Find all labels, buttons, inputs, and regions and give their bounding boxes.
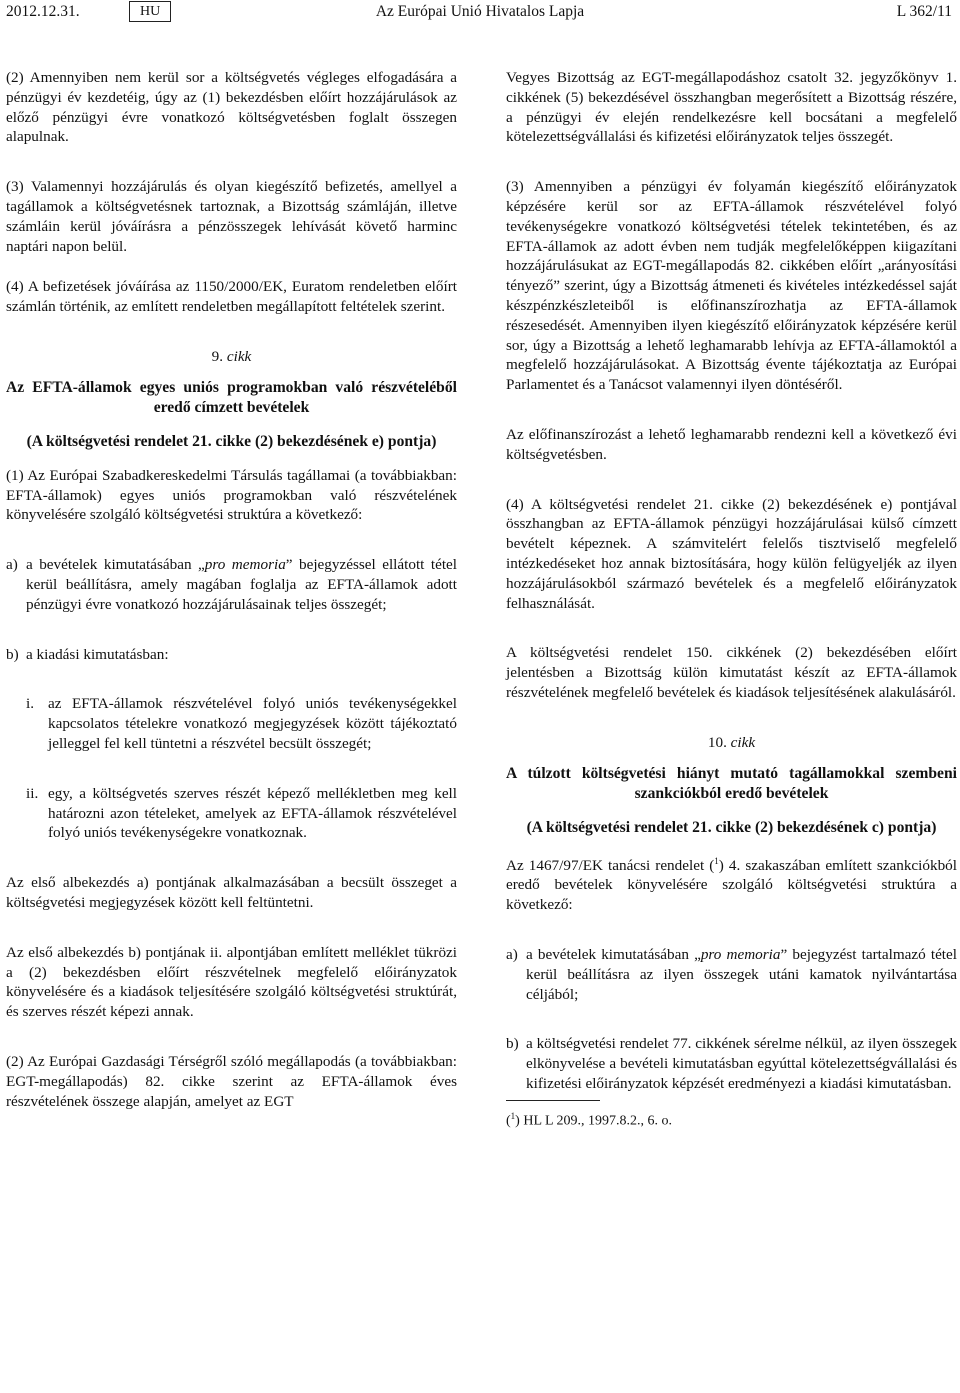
footnote xyxy=(506,1107,957,1131)
paragraph-8-2: (2) Amennyiben nem kerül sor a költségvetés végleges elfogadására a pénzügyi év kezdetéig, úgy az (1) bekezdésben előírt hozzájárulások az előző pénzügyi évre vonatkozó költségvetésben foglalt összegen alapulnak. xyxy=(6,69,457,146)
list-subitem-i xyxy=(6,694,457,753)
article-9-reference: (A költségvetési rendelet 21. cikke (2) bekezdésének e) pontja) xyxy=(26,432,437,450)
article-10-number xyxy=(506,733,957,753)
list-text: egy, a költségvetés szerves részét képező mellékletben meg kell határozni azon tételeket, amelyek az EFTA-államok részvételével folyó uniós tevékenységekre vonatkoznak. xyxy=(48,784,457,842)
list-text-post: ” bejegyzést tartalmazó tétel kerül beállításra az ilyen összegek utáni kamatok nyilvántartása céljából; xyxy=(526,945,957,1003)
list-label: i. xyxy=(26,695,35,713)
paragraph-report-150: A költségvetési rendelet 150. cikkének (2) bekezdésében előírt jelentésben a Bizottság külön kimutatást készít az EFTA-államok részvételének megfelelő bevételek és kiadások teljesítésének alakulásáról. xyxy=(506,644,957,701)
right-column xyxy=(506,68,957,1130)
paragraph-9-4: (4) A költségvetési rendelet 21. cikke (2) bekezdésének e) pontjával összhangban az EFTA-államok pénzügyi hozzájárulásai külső címzett bevételt képeznek. A számvitelért felelős tisztviselő megfelelő intézkedéseket hoz annak biztosítására, hogy külön felügyeljék az ilyen hozzájárulásokból származó bevételek és a megfelelő előirányzatok felhasználását. xyxy=(506,495,957,612)
paragraph-8-3: (3) Valamennyi hozzájárulás és olyan kiegészítő befizetés, amellyel a tagállamok a költségvetésnek tartoznak, a Bizottság számláján, illetve számláin kerül jóváírásra a pénzösszegek lehívását követő harminc naptári napon belül. xyxy=(6,178,457,255)
article-number: 9. xyxy=(211,347,224,365)
list-text-italic: pro memoria xyxy=(700,945,781,963)
article-10-title: A túlzott költségvetési hiányt mutató tagállamokkal szembeni szankciókból eredő bevételek xyxy=(506,764,957,802)
paragraph-first-a: Az első albekezdés a) pontjának alkalmazásában a becsült összeget a költségvetési megjegyzések között kell feltüntetni. xyxy=(6,874,457,911)
text-post: ) 4. szakaszában említett szankciókból eredő bevételek könyvelésére szolgáló költségvetési struktúra a következő: xyxy=(506,856,957,914)
list-item-a xyxy=(506,945,957,1004)
list-item-a xyxy=(6,555,457,614)
article-9-number xyxy=(6,347,457,367)
list-label: b) xyxy=(506,1035,519,1053)
paragraph-10-intro xyxy=(506,852,957,915)
language-badge: HU xyxy=(129,1,171,22)
paragraph-9-1: (1) Az Európai Szabadkereskedelmi Társulás tagállamai (a továbbiakban: EFTA-államok) egyes uniós programokban való részvételének könyvelésére szolgáló költségvetési struktúra a következő: xyxy=(6,466,457,524)
list-label: b) xyxy=(6,645,19,663)
paragraph-prefinancing: Az előfinanszírozást a lehető leghamarabb rendezni kell a következő évi költségvetésben. xyxy=(506,425,957,463)
article-10-reference: (A költségvetési rendelet 21. cikke (2) bekezdésének c) pontja) xyxy=(526,818,937,836)
list-label: ii. xyxy=(26,784,39,802)
list-text-pre: a bevételek kimutatásában „ xyxy=(526,945,701,963)
footnote-number: 1 xyxy=(510,1110,516,1121)
list-label: a) xyxy=(6,556,18,574)
header-date: 2012.12.31. xyxy=(6,3,80,20)
footnote-text: ) HL L 209., 1997.8.2., 6. o. xyxy=(515,1113,673,1129)
paragraph-9-2-continued: Vegyes Bizottság az EGT-megállapodáshoz csatolt 32. jegyzőkönyv 1. cikkének (5) bekezdésével összhangban megerősített a Bizottság részére, a pénzügyi év elején rendelkezésre kell bocsátani a megfelelő kötelezettségvállalási és kifizetési előirányzatok teljes összegét. xyxy=(506,69,957,146)
text-pre: Az 1467/97/EK tanácsi rendelet ( xyxy=(506,856,715,874)
footnote-ref[interactable]: 1 xyxy=(714,855,719,866)
journal-title: Az Európai Unió Hivatalos Lapja xyxy=(375,3,585,20)
page-header xyxy=(0,0,960,30)
paragraph-9-3: (3) Amennyiben a pénzügyi év folyamán kiegészítő előirányzatok képzésére kerül sor az EFTA-államok részvételével folyó tevékenységekre vonatkozó költségvetési tételek tekintetében, és az EFTA-államok az adott évben nem tudják megfelelőképpen kiigazítani hozzájárulásukat az EGT-megállapodás 82. cikkében előírt „arányosítási tényező” szerint, úgy a Bizottság átmeneti és kivételes intézkedéssel saját készpénzkészleteiből is előfinanszírozhatja az EFTA-államok részesedését. Amennyiben ilyen kiegészítő előirányzatok képzésére kerül sor, úgy a Bizottság a lehető leghamarabb lehívja az EFTA-államoktól a megfelelő hozzájárulásokat. A Bizottság évente tájékoztatja az Európai Parlamentet és a Tanácsot valamennyi ilyen döntéséről. xyxy=(506,178,957,394)
article-word: cikk xyxy=(226,347,252,365)
list-subitem-ii xyxy=(6,784,457,843)
list-item-b xyxy=(6,645,457,665)
list-text-post: ” bejegyzéssel ellátott tétel kerül beállításra, amely magában foglalja az EFTA-államok adott pénzügyi évre vonatkozó hozzájárulásainak teljes összegét; xyxy=(26,556,457,613)
list-text: a költségvetési rendelet 77. cikkének sérelme nélkül, az ilyen összegek elkönyvelése a bevételi kimutatásban egyúttal kötelezettségvállalási és kifizetési előirányzatok képzését eredményezi a kiadási kimutatásban. xyxy=(526,1035,957,1092)
list-label: a) xyxy=(506,945,518,963)
article-9-title: Az EFTA-államok egyes uniós programokban való részvételéből eredő címzett bevételek xyxy=(6,378,457,416)
list-text-italic: pro memoria xyxy=(204,556,286,574)
footnote-separator xyxy=(506,1100,600,1101)
article-word: cikk xyxy=(730,733,756,751)
list-item-b xyxy=(506,1034,957,1093)
list-text: az EFTA-államok részvételével folyó uniós tevékenységekkel kapcsolatos tételekre vonatkozó megjegyzések között tájékoztató jelleggel fel kell tüntetni a részvétel becsült összegét; xyxy=(48,695,457,752)
paragraph-9-2: (2) Az Európai Gazdasági Térségről szóló megállapodás (a továbbiakban: EGT-megállapodás) 82. cikke szerint az EFTA-államok éves részvételének összege alapján, amelyet az EGT xyxy=(6,1052,457,1110)
list-text: a kiadási kimutatásban: xyxy=(26,645,169,663)
paragraph-first-b: Az első albekezdés b) pontjának ii. alpontjában említett melléklet tükrözi a (2) bekezdésben előírt részvételnek megfelelő előirányzatok könyvelésére és a kiadások teljesítésére szolgáló költségvetési struktúrát, és szerves részét képezi annak. xyxy=(6,943,457,1021)
paragraph-8-4: (4) A befizetések jóváírása az 1150/2000/EK, Euratom rendeletben előírt számlán történik, az említett rendeletben megállapított feltételek szerint. xyxy=(6,278,457,316)
text-pre: ( xyxy=(506,1113,511,1129)
list-text-pre: a bevételek kimutatásában „ xyxy=(26,556,205,574)
article-number: 10. xyxy=(707,733,727,751)
left-column xyxy=(6,68,457,1111)
page-reference: L 362/11 xyxy=(896,3,952,20)
